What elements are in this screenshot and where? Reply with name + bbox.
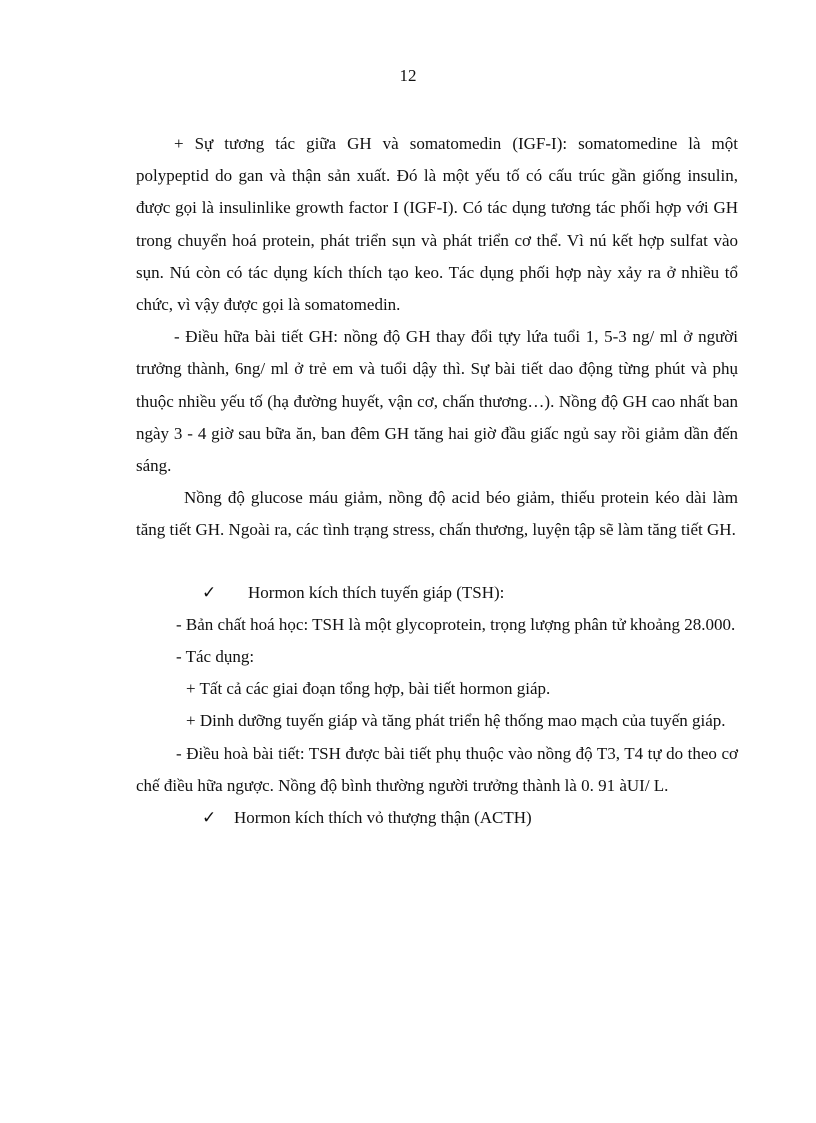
paragraph-gh-regulation: - Điều hữa bài tiết GH: nồng độ GH thay đổi tựy lứa tuổi 1, 5-3 ng/ ml ở người trưởng thành, 6ng/ ml ở trẻ em và tuổi dậy thì. Sự bài tiết dao động từng phút và phụ thuộc nhiều yếu tố (hạ đường huyết, vận cơ, chấn thương…). Nồng độ GH cao nhất ban ngày 3 - 4 giờ sau bữa ăn, ban đêm GH tăng hai giờ đầu giấc ngủ say rồi giảm dần đến sáng.	[136, 327, 738, 476]
paragraph-gh-somatomedin: + Sự tương tác giữa GH và somatomedin (IGF-I): somatomedine là một polypeptid do gan và thận sản xuất. Đó là một yếu tố có cấu trúc gần giống insulin, được gọi là insulinlike growth factor I (IGF-I). Có tác dụng tương tác phối hợp với GH trong chuyển hoá protein, phát triển sụn và phát triển cơ thể. Vì nú kết hợp sulfat vào sụn. Nú còn có tác dụng kích thích tạo keo. Tác dụng phối hợp này xảy ra ở nhiều tổ chức, vì vậy được gọi là somatomedin.	[136, 134, 738, 315]
section-spacer	[136, 547, 738, 577]
tsh-heading	[136, 577, 738, 609]
tsh-heading-text: Hormon kích thích tuyến giáp (TSH):	[248, 582, 505, 602]
acth-heading	[136, 802, 738, 834]
checkmark-icon: ✓	[202, 808, 217, 829]
tsh-effect-2: + Dinh dưỡng tuyến giáp và tăng phát triển hệ thống mao mạch của tuyến giáp.	[186, 711, 726, 731]
paragraph-gh-factors: Nồng độ glucose máu giảm, nồng độ acid béo giảm, thiếu protein kéo dài làm tăng tiết GH. Ngoài ra, các tình trạng stress, chấn thương, luyện tập sẽ làm tăng tiết GH.	[136, 488, 738, 540]
checkmark-icon: ✓	[202, 582, 217, 603]
tsh-effects-label: - Tác dụng:	[176, 647, 255, 667]
page-number: 12	[399, 66, 417, 85]
tsh-regulation: - Điều hoà bài tiết: TSH được bài tiết phụ thuộc vào nồng độ T3, T4 tự do theo cơ chế điều hữa ngược. Nồng độ bình thường người trưởng thành là 0. 91 àUI/ L.	[136, 743, 738, 795]
tsh-effect-1: + Tất cả các giai đoạn tổng hợp, bài tiết hormon giáp.	[186, 679, 551, 699]
document-body	[136, 128, 738, 834]
acth-heading-text: Hormon kích thích vỏ thượng thận (ACTH)	[234, 808, 532, 828]
tsh-nature: - Bản chất hoá học: TSH là một glycoprotein, trọng lượng phân tử khoảng 28.000.	[176, 614, 736, 634]
